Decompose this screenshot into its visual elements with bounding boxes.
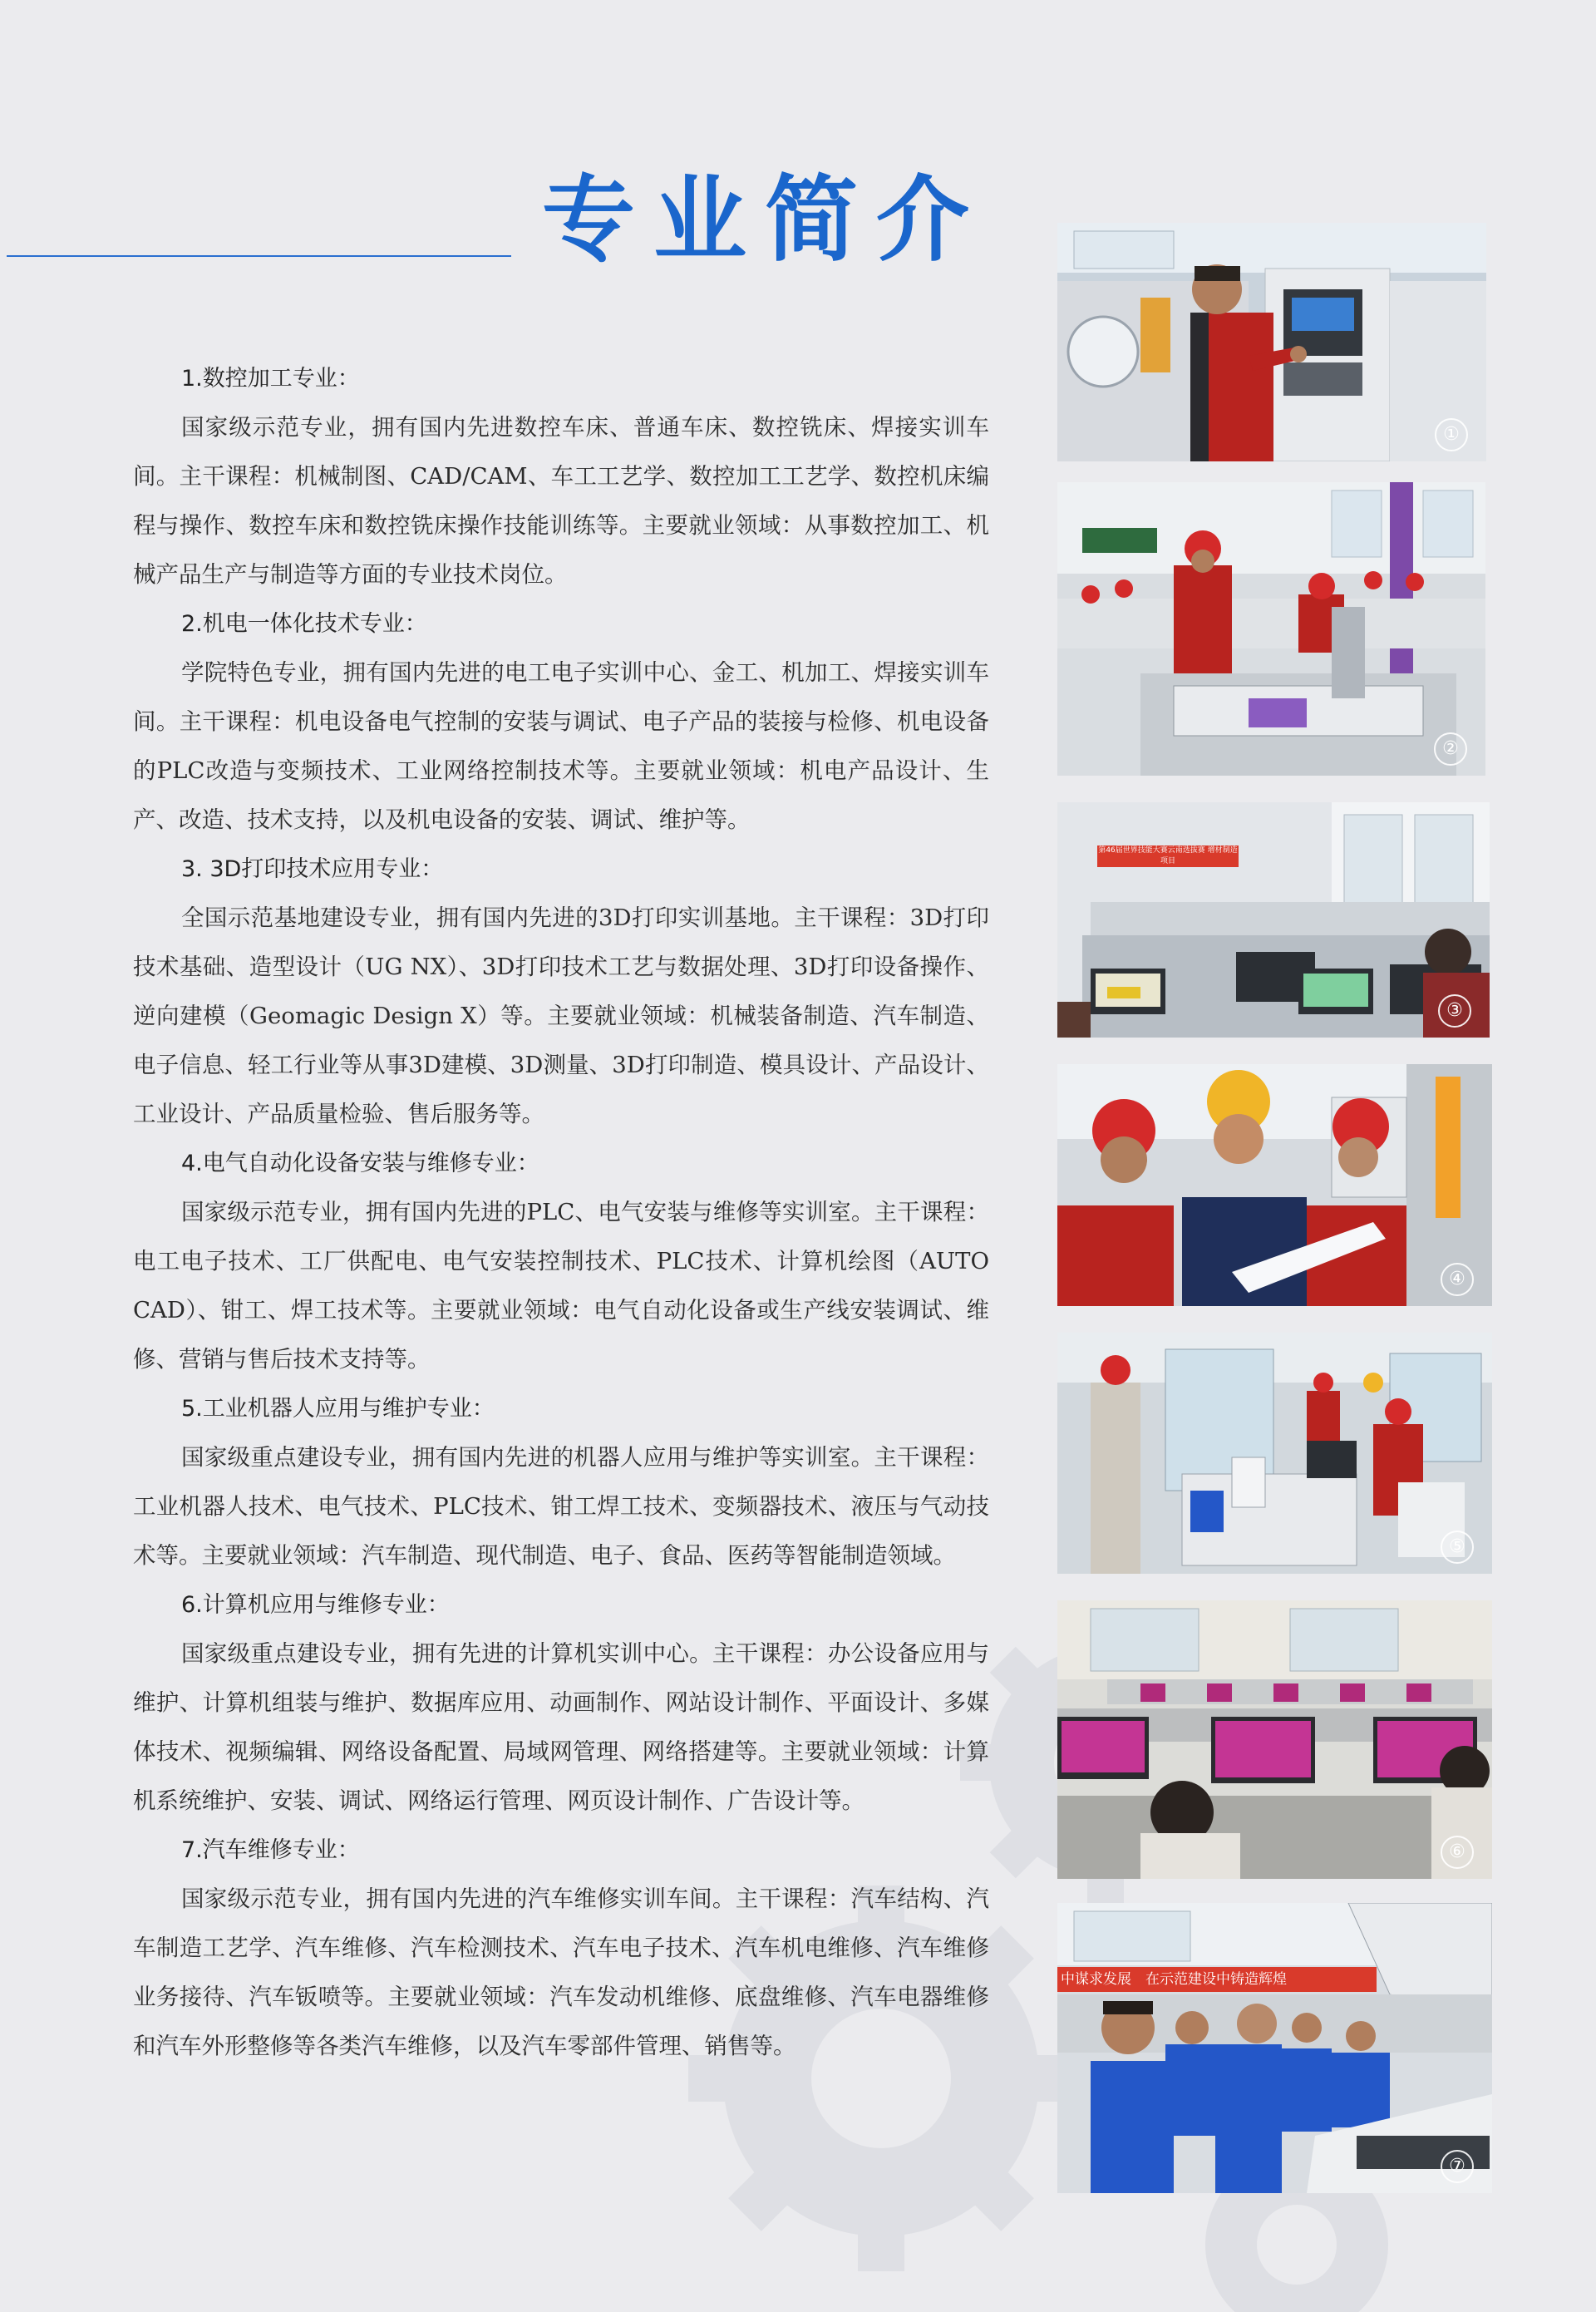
section-heading: 5.工业机器人应用与维护专业： <box>181 1396 495 1422</box>
section-body: 国家级重点建设专业，拥有国内先进的机器人应用与维护等实训室。主干课程：工业机器人技术、电气技术、PLC技术、钳工焊工技术、变频器技术、液压与气动技术等。主要就业领域：汽车制造、现代制造、电子、食品、医药等智能制造领域。 <box>133 1444 989 1569</box>
lab-banner-text: 第46届世界技能大赛云南选拔赛 增材制造项目 <box>1098 846 1238 865</box>
electrical-scene <box>1057 1064 1492 1306</box>
section-heading: 4.电气自动化设备安装与维修专业： <box>181 1151 539 1176</box>
section-body: 国家级重点建设专业，拥有先进的计算机实训中心。主干课程：办公设备应用与维护、计算机组装与维护、数据库应用、动画制作、网站设计制作、平面设计、多媒体技术、视频编辑、网络设备配置、局域网管理、网络搭建等。主要就业领域：计算机系统维护、安装、调试、网络运行管理、网页设计制作、广告设计等。 <box>133 1640 989 1814</box>
program-section <box>133 1826 989 2071</box>
photo-electrical-training <box>1057 1064 1492 1306</box>
section-heading: 2.机电一体化技术专业： <box>181 611 427 637</box>
title-rule <box>7 255 511 257</box>
section-body: 国家级示范专业，拥有国内先进的PLC、电气安装与维修等实训室。主干课程：电工电子技术、工厂供配电、电气安装控制技术、PLC技术、计算机绘图（AUTO CAD）、钳工、焊工技术等。主要就业领域：电气自动化设备或生产线安装调试、维修、营销与售后技术支持等。 <box>133 1199 989 1373</box>
cnc-scene <box>1057 223 1486 461</box>
computer-lab-scene <box>1057 1600 1492 1879</box>
photo-number: ② <box>1434 732 1467 766</box>
photo-cnc-machining <box>1057 223 1486 461</box>
workshop-banner <box>1057 1967 1377 1992</box>
program-section <box>133 1580 989 1826</box>
section-body: 国家级示范专业，拥有国内先进数控车床、普通车床、数控铣床、焊接实训车间。主干课程：机械制图、CAD/CAM、车工工艺学、数控加工工艺学、数控机床编程与操作、数控车床和数控铣床操作技能训练等。主要就业领域：从事数控加工、机械产品生产与制造等方面的专业技术岗位。 <box>133 414 989 588</box>
photo-number: ⑦ <box>1441 2150 1474 2183</box>
photo-number: ⑥ <box>1441 1836 1474 1869</box>
section-heading: 6.计算机应用与维修专业： <box>181 1592 450 1618</box>
photo-number: ⑤ <box>1441 1531 1474 1564</box>
section-body: 国家级示范专业，拥有国内先进的汽车维修实训车间。主干课程：汽车结构、汽车制造工艺学、汽车维修、汽车检测技术、汽车电子技术、汽车机电维修、汽车维修业务接待、汽车钣喷等。主要就业领域：汽车发动机维修、底盘维修、汽车电器维修和汽车外形整修等各类汽车维修，以及汽车零部件管理、销售等。 <box>133 1886 989 2059</box>
photo-mechatronics-lab <box>1057 482 1485 776</box>
section-heading: 3. 3D打印技术应用专业： <box>181 856 444 882</box>
section-body: 学院特色专业，拥有国内先进的电工电子实训中心、金工、机加工、焊接实训车间。主干课程：机电设备电气控制的安装与调试、电子产品的装接与检修、机电设备的PLC改造与变频技术、工业网络控制技术等。主要就业领域：机电产品设计、生产、改造、技术支持，以及机电设备的安装、调试、维护等。 <box>133 659 989 833</box>
mechatronics-scene <box>1057 482 1485 776</box>
program-list <box>133 354 989 2071</box>
photo-robotics-lab <box>1057 1333 1492 1574</box>
program-section <box>133 1139 989 1384</box>
lab-banner <box>1097 845 1239 867</box>
photo-number: ④ <box>1441 1263 1474 1296</box>
section-heading: 1.数控加工专业： <box>181 366 360 392</box>
page-title: 专业简介 <box>542 166 988 274</box>
program-section <box>133 354 989 599</box>
section-body: 全国示范基地建设专业，拥有国内先进的3D打印实训基地。主干课程：3D打印技术基础、造型设计（UG NX）、3D打印技术工艺与数据处理、3D打印设备操作、逆向建模（Geomagic Design X）等。主要就业领域：机械装备制造、汽车制造、电子信息、轻工行业等从事3D建模、3D测量、3D打印制造、模具设计、产品设计、工业设计、产品质量检验、售后服务等。 <box>133 905 989 1127</box>
program-section <box>133 1384 989 1580</box>
photo-number: ① <box>1435 418 1468 451</box>
photo-number: ③ <box>1438 994 1471 1028</box>
workshop-banner-text: 中谋求发展 在示范建设中铸造辉煌 <box>1061 1971 1287 1988</box>
program-section <box>133 845 989 1139</box>
section-heading: 7.汽车维修专业： <box>181 1837 360 1863</box>
auto-repair-scene <box>1057 1903 1492 2193</box>
photo-auto-repair <box>1057 1903 1492 2193</box>
photo-computer-lab <box>1057 1600 1492 1879</box>
photo-3d-printing-lab <box>1057 802 1490 1038</box>
robotics-scene <box>1057 1333 1492 1574</box>
3d-printing-scene <box>1057 802 1490 1038</box>
program-section <box>133 599 989 845</box>
